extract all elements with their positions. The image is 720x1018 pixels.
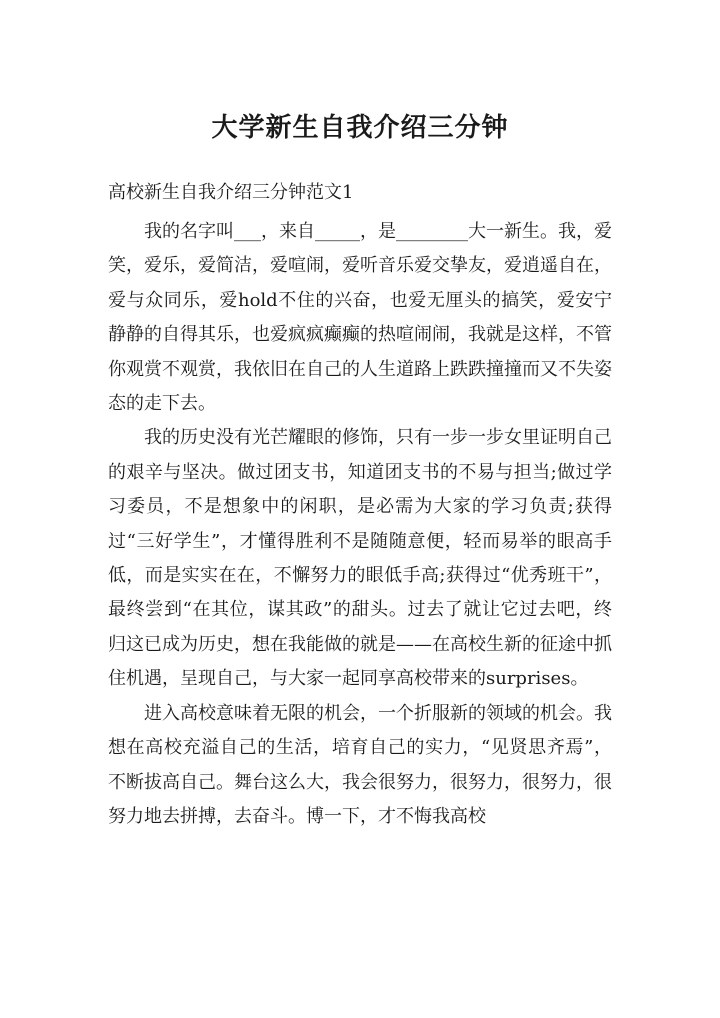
paragraph-2: 我的历史没有光芒耀眼的修饰，只有一步一步女里证明自己的艰辛与坚决。做过团支书，知道团支书的不易与担当;做过学习委员，不是想象中的闲职，是必需为大家的学习负责;获得过“三好学生”，才懂得胜利不是随随意便，轻而易举的眼高手低，而是实实在在，不懈努力的眼低手高;获得过“优秀班干”，最终尝到“在其位，谋其政”的甜头。过去了就让它过去吧，终归这已成为历史，想在我能做的就是——在高校生新的征途中抓住机遇，呈现自己，与大家一起同享高校带来的surprises。	[108, 427, 612, 690]
paragraph-3: 进入高校意味着无限的机会，一个折服新的领域的机会。我想在高校充溢自己的生活，培育自己的实力，“见贤思齐焉”，不断拔高自己。舞台这么大，我会很努力，很努力，很努力，很努力地去拼搏，去奋斗。博一下，才不悔我高校	[108, 702, 612, 827]
document-title: 大学新生自我介绍三分钟	[211, 113, 509, 143]
section-subheading: 高校新生自我介绍三分钟范文1	[108, 182, 354, 203]
paragraph-1: 我的名字叫___，来自_____，是________大一新生。我，爱笑，爱乐，爱简洁，爱喧闹，爱听音乐爱交挚友，爱逍遥自在，爱与众同乐，爱hold不住的兴奋，也爱无厘头的搞笑，爱安宁静静的自得其乐，也爱疯疯癫癫的热喧闹闹，我就是这样，不管你观赏不观赏，我依旧在自己的人生道路上跌跌撞撞而又不失姿态的走下去。	[108, 221, 612, 415]
body-text	[108, 215, 612, 834]
